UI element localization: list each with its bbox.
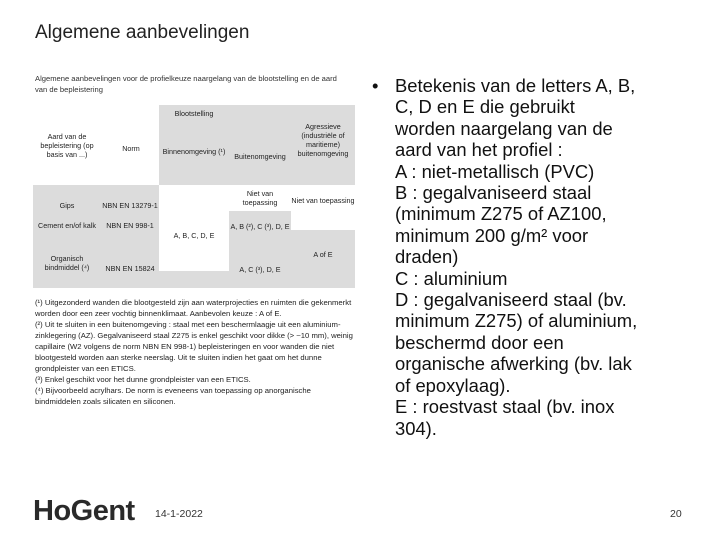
footnotes [35, 297, 357, 407]
footnote-4: (⁴) Bijvoorbeeld acrylhars. De norm is eveneens van toepassing op anorganische bindmiddelen zoals silicaten en siliconen. [35, 386, 311, 406]
footer-date: 14-1-2022 [155, 508, 203, 520]
recommendation-table [33, 105, 355, 288]
col-header-agressief: Agressieve (industriële of maritieme) buitenomgeving [297, 122, 349, 158]
row-norm-gips: NBN EN 13279-1 [102, 201, 158, 210]
agr-niet-cell [291, 185, 355, 230]
cell-binnen-all: A, B, C, D, E [173, 231, 215, 240]
row-norm-cement: NBN EN 998-1 [106, 221, 154, 230]
row-aard-gips: Gips [59, 201, 75, 210]
letter-meaning-bullet [372, 75, 712, 439]
footnote-1: (¹) Uitgezonderd wanden die blootgesteld zijn aan waterprojecties en ruimten die gekenmerkt worden door een zeer vochtig binnenklimaat. Aanbevolen keuze : A of E. [35, 298, 352, 318]
cell-agr-niet: Niet van toepassing [291, 196, 355, 205]
bullet-marker: • [372, 75, 379, 96]
bullet-text [395, 75, 712, 439]
bullet-line: B : gegalvaniseerd staal [395, 182, 592, 204]
bullet-line: organische afwerking (bv. lak [395, 353, 632, 375]
row-norm-organisch: NBN EN 15824 [105, 264, 155, 273]
bullet-line: worden naargelang van de [395, 117, 613, 139]
bullet-line: Betekenis van de letters A, B, [395, 75, 636, 96]
page-title: Algemene aanbevelingen [35, 22, 250, 43]
col-header-aard: Aard van de bepleistering (op basis van ...) [40, 132, 94, 159]
bullet-line: D : gegalvaniseerd staal (bv. [395, 289, 627, 311]
binnen-merged-cell [159, 185, 229, 271]
hogent-logo: HoGent [33, 495, 135, 527]
row-aard-organisch: Organisch bindmiddel (⁴) [44, 254, 90, 272]
intro-text: Algemene aanbevelingen voor de profielkeuze naargelang van de blootstelling en de aard van de bepleistering [35, 74, 337, 94]
col-header-norm: Norm [122, 144, 140, 153]
bullet-line: minimum Z275) of aluminium, [395, 310, 638, 332]
bullet-line: C, D en E die gebruikt [395, 96, 575, 118]
bullet-line: draden) [395, 246, 459, 268]
bullet-line: minimum 200 g/m² voor [395, 224, 589, 246]
cell-buiten-cement: A, B (²), C (³), D, E [230, 222, 290, 231]
col-group-blootstelling: Blootstelling [174, 109, 214, 118]
bullet-line: C : aluminium [395, 267, 508, 289]
bullet-line: aard van het profiel : [395, 139, 563, 161]
page-number: 20 [670, 508, 682, 520]
row-aard-cement: Cement en/of kalk [38, 221, 96, 230]
cell-buiten-organisch: A, C (³), D, E [239, 265, 281, 274]
bullet-line: (minimum Z275 of AZ100, [395, 203, 607, 225]
bullet-line: A : niet-metallisch (PVC) [395, 160, 595, 182]
cell-agr-ae: A of E [313, 250, 333, 259]
footnote-2: (²) Uit te sluiten in een buitenomgeving : staal met een beschermlaagje uit een aluminium-zinklegering (AZ). Gegalvaniseerd staal Z275 is enkel geschikt voor dikke (> ~10 mm), weinig capillaire (W2 volgens de norm NBN EN 998-1) bepleisteringen en voor wanden die niet blootgesteld worden aan sterke neerslag. Uit te sluiten indien het gaat om het dunne grondpleister van een ETICS. [35, 320, 353, 373]
bullet-line: E : roestvast staal (bv. inox [395, 396, 615, 418]
bullet-line: of epoxylaag). [395, 374, 511, 396]
col-header-binnen: Binnenomgeving (¹) [162, 147, 226, 156]
cell-buiten-niet: Niet van toepassing [242, 189, 278, 207]
col-header-buiten: Buitenomgeving [234, 152, 286, 161]
bullet-line: 304). [395, 417, 437, 439]
footnote-3: (³) Enkel geschikt voor het dunne grondpleister van een ETICS. [35, 375, 251, 384]
bullet-line: beschermd door een [395, 331, 564, 353]
